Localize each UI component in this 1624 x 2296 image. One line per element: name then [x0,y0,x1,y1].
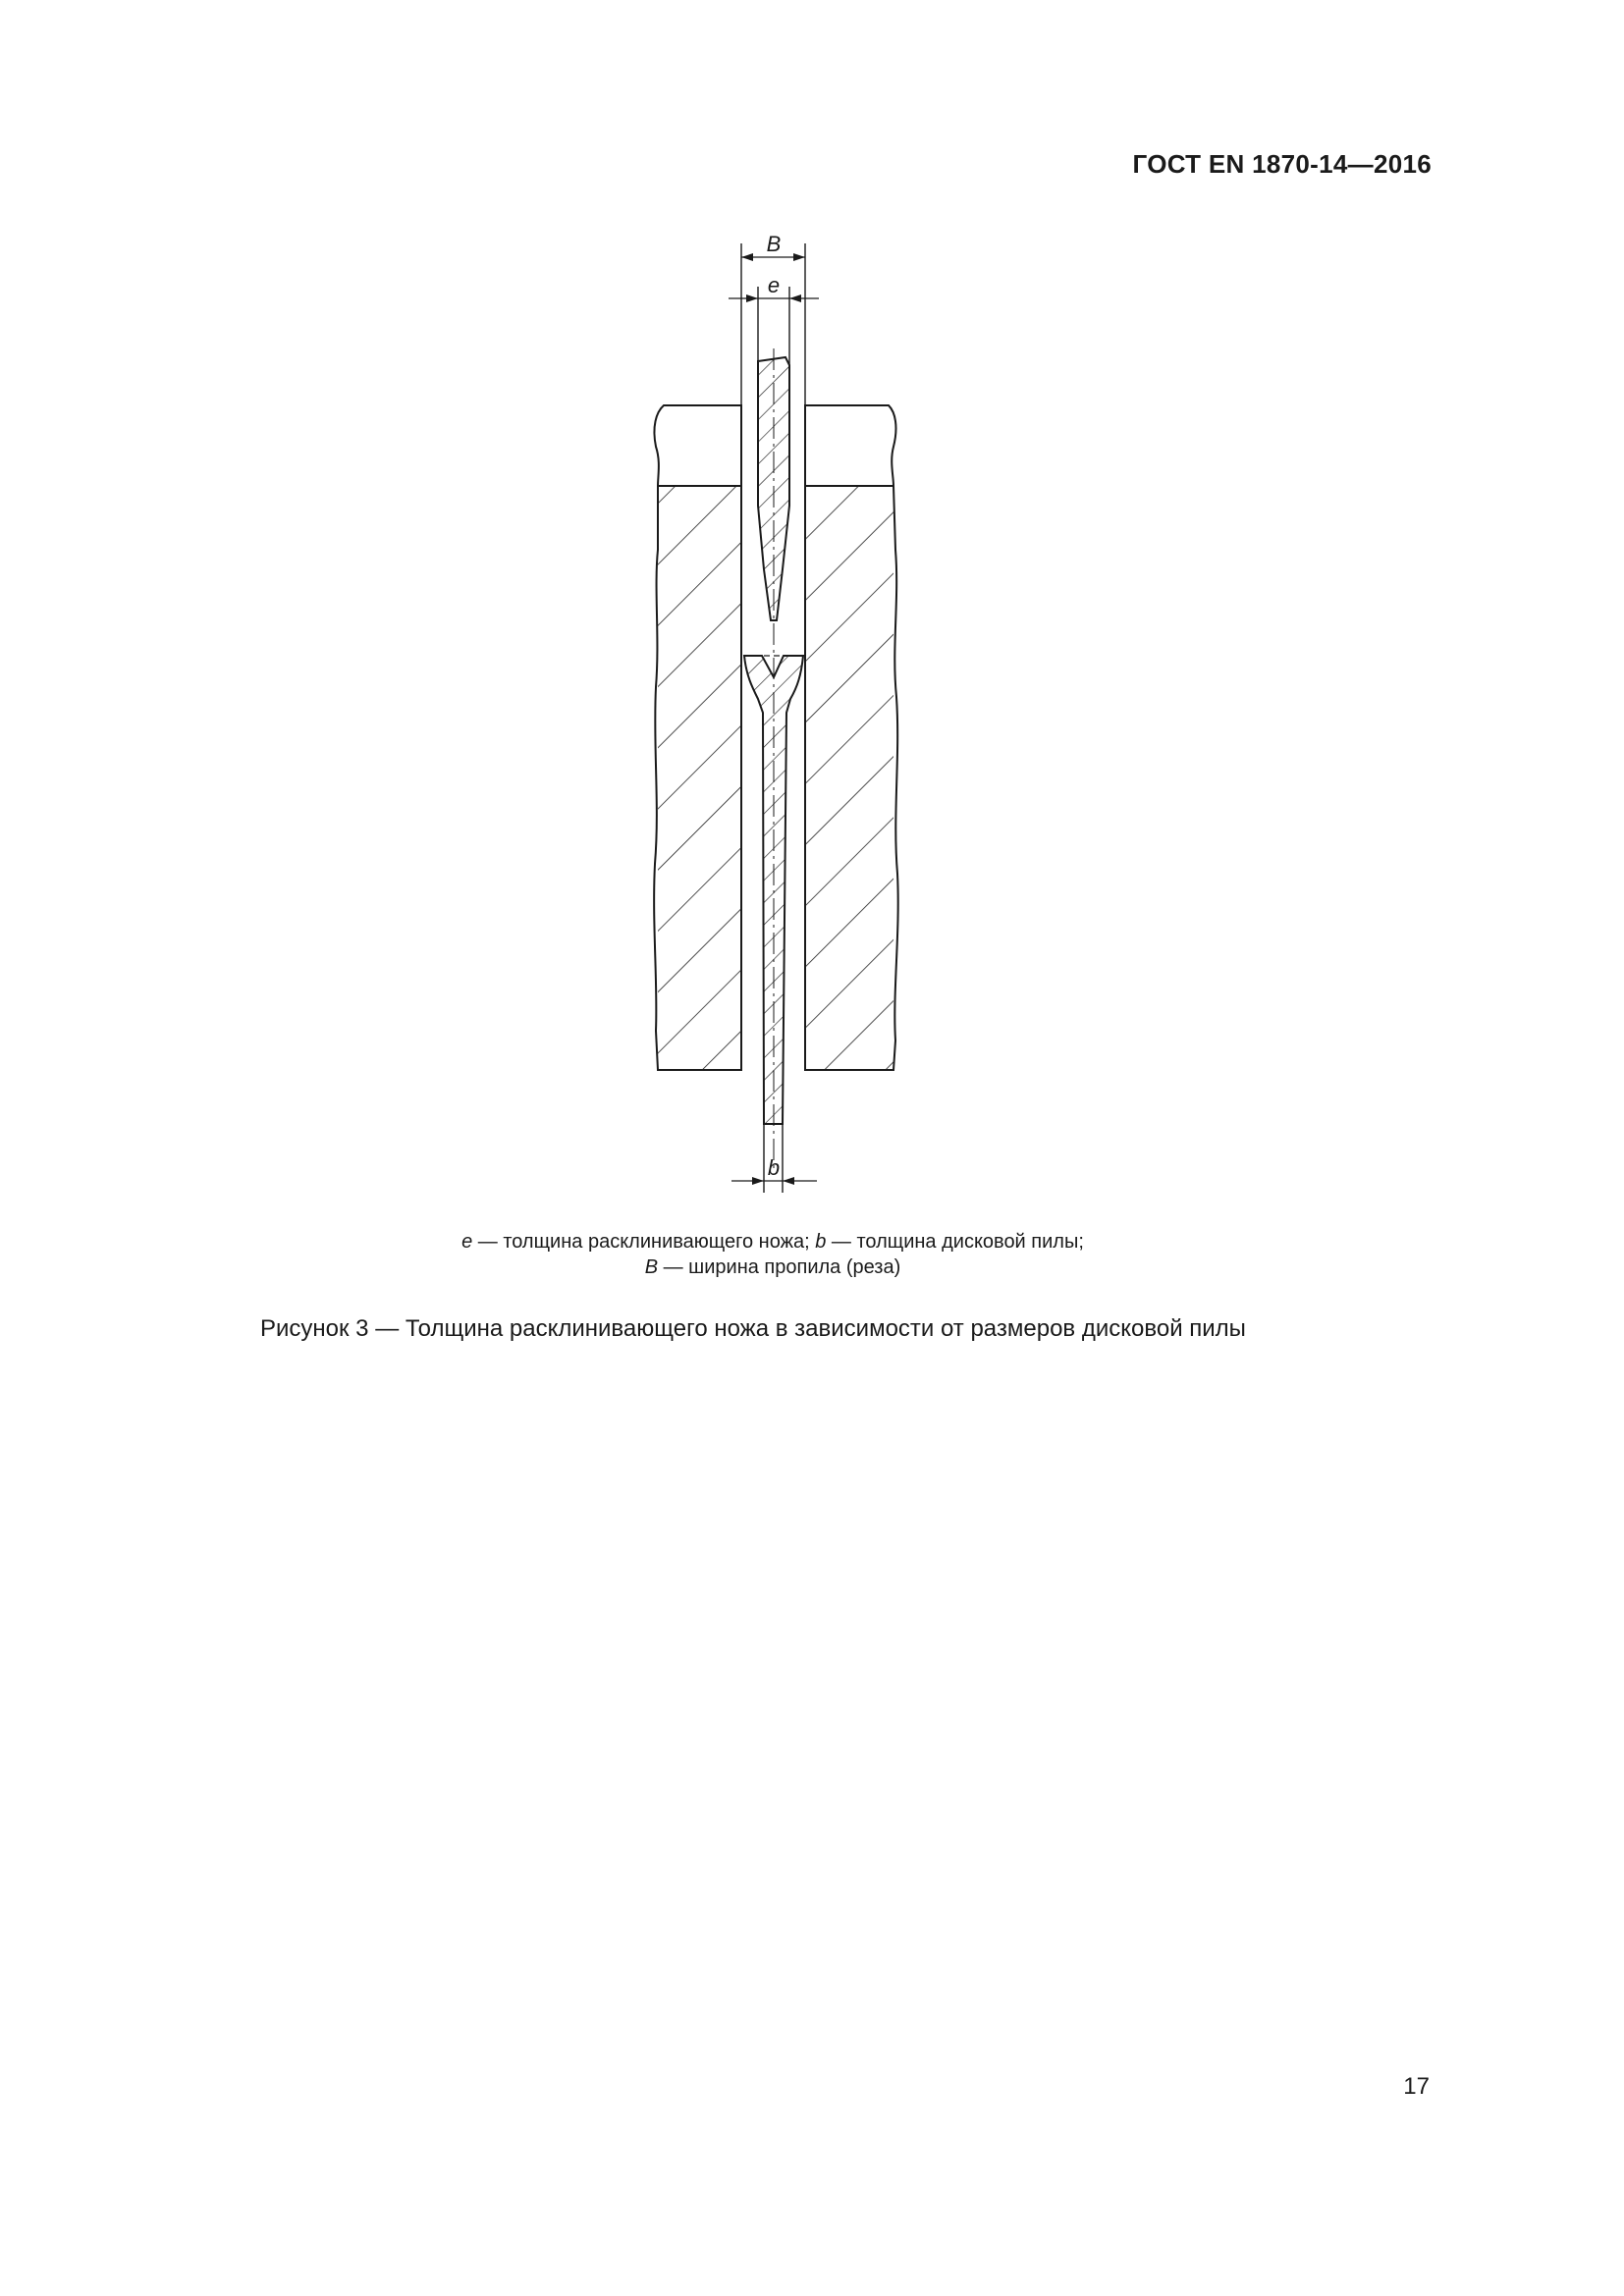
workpiece-right [805,405,898,1070]
figure-legend-line-2 [0,1255,1585,1280]
legend-text-B: — ширина пропила (реза) [658,1256,901,1278]
dimension-b [731,1155,817,1185]
legend-text-b: — толщина дисковой пилы; [826,1231,1084,1253]
legend-symbol-b: b [815,1231,827,1253]
standard-designation: ГОСТ EN 1870-14—2016 [1132,149,1432,179]
figure-legend-line-1 [0,1229,1585,1255]
dimension-label-b: b [767,1155,781,1180]
dimension-B [741,232,805,261]
figure-caption: Рисунок 3 — Толщина расклинивающего ножа в зависимости от размеров дисковой пилы [260,1315,1246,1342]
legend-text-e: — толщина расклинивающего ножа; [472,1231,816,1253]
legend-symbol-B: B [644,1256,659,1278]
workpiece-left [654,405,741,1070]
legend-symbol-e: e [461,1231,473,1253]
dimension-label-e: e [767,273,781,297]
page-number: 17 [1403,2073,1430,2100]
dimension-label-B: B [766,232,782,256]
